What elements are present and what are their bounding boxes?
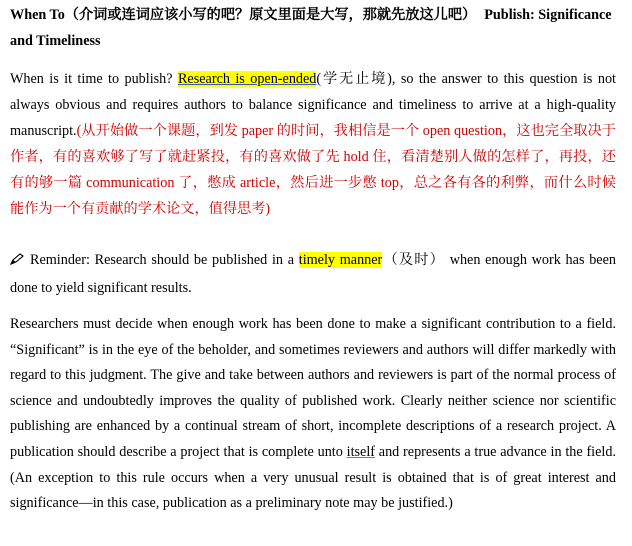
body-text-end: and represents a true advance in the field. (An exception to this rule occurs when a very unusual result is obtained that is of great interest and significance—in this case, publication as a preliminary note may be justified.) (10, 443, 616, 512)
section-heading (10, 2, 622, 54)
reminder-text-rest: （及时） when enough work has been done to yield significant results. (10, 252, 616, 296)
paragraph-body (10, 312, 616, 517)
paragraph-reminder (10, 246, 616, 302)
heading-title-part1: When To（介词或连词应该小写的吧？原文里面是大写，那就先放这儿吧） (10, 7, 477, 23)
body-text-start: Researchers must decide when enough work has been done to make a significant contribution to a field. “Significant” is in the eye of the beholder, and sometimes reviewers and authors will differ markedly with regard to this judgment. The give and take between authors and reviewers is part of the normal process of science and undoubtedly improves the quality of published work. Clearly neither science nor scientific publishing are enhanced by a continual stream of short, incomplete descriptions of a research project. A publication should describe a project that is complete unto (10, 316, 616, 460)
paragraph-intro (10, 66, 616, 222)
reminder-text-start: Reminder: Research should be published in a (30, 252, 299, 268)
intro-text-start: When is it time to publish? (10, 71, 178, 87)
pencil-icon (10, 253, 24, 265)
translator-note: (从开始做一个课题，到发 paper 的时间，我相信是一个 open question，这也完全取决于作者，有的喜欢够了写了就赶紧投，有的喜欢做了先 hold 住，看清楚别人做的怎样了，再投，还有的够一篇 communication 了，憋成 article，然后进一步憋 top，总之各有各的利弊，而什么时候能作为一个有贡献的学术论文，值得思考) (10, 123, 616, 217)
highlight-research-open-ended: Research is open-ended (177, 71, 317, 87)
intro-text-rest: (学无止境), so the answer to this question is not always obvious and requires authors to balance significance and timeliness to arrive at a high-quality manuscript. (10, 71, 616, 139)
underlined-word-itself: itself (346, 443, 375, 460)
highlight-timely-manner: timely manner (298, 252, 383, 268)
heading-title-part2: Publish: Significance and Timeliness (10, 7, 612, 49)
